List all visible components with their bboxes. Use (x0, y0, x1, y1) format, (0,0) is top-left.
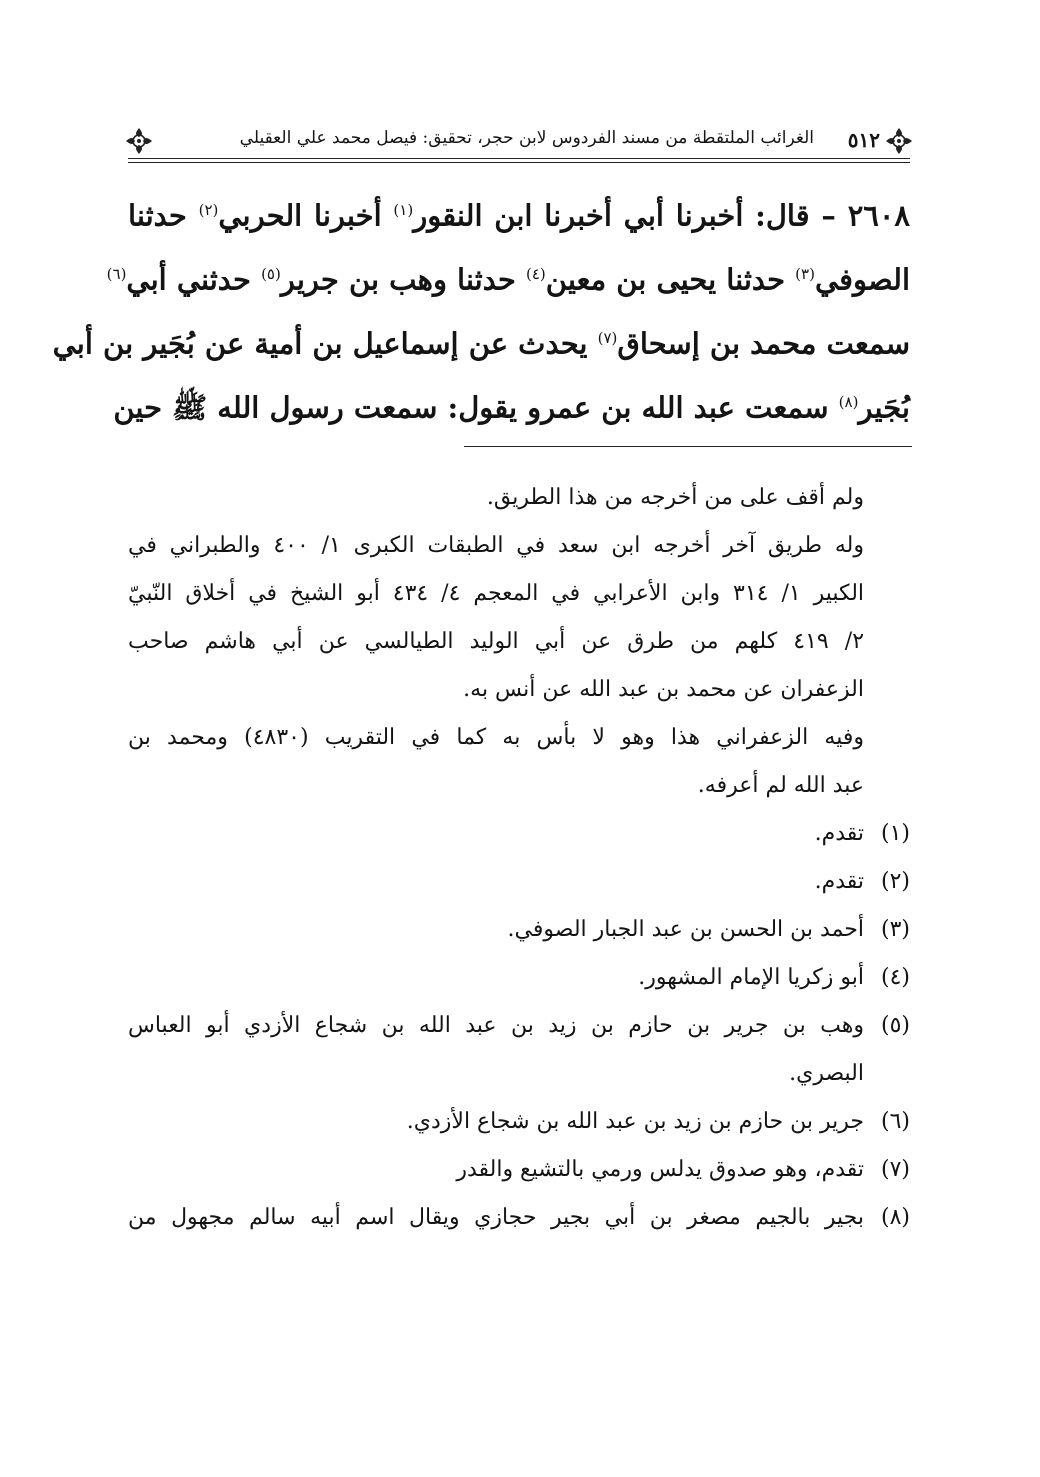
note-line: وله طريق آخر أخرجه ابن سعد في الطبقات الكبرى ١/ ٤٠٠ والطبراني في (128, 533, 864, 558)
main-line-4 (113, 370, 910, 434)
footnote-number: (٦) (880, 1109, 910, 1134)
footnote-ref: (١) (393, 201, 414, 219)
note-line: ٢/ ٤١٩ كلهم من طرق عن أبي الوليد الطيالسي عن أبي هاشم صاحب (128, 629, 865, 654)
ornament-right-icon (884, 126, 914, 156)
text-run: حدثنا (128, 198, 199, 233)
text-run: سمعت محمد بن إسحاق (617, 326, 910, 361)
note-line: الزعفران عن محمد بن عبد الله عن أنس به. (463, 677, 864, 702)
footnote-text: تقدم. (814, 821, 864, 846)
footnote-number: (٢) (880, 869, 910, 894)
text-run: الصوفي (814, 262, 910, 297)
footnote-text: بجير بالجيم مصغر بن أبي بجير حجازي ويقال اسم أبيه سالم مجهول من (128, 1205, 864, 1230)
footnote-3 (128, 906, 910, 954)
footnote-text: وهب بن جرير بن حازم بن زيد بن عبد الله بن شجاع الأزدي أبو العباس (128, 1013, 864, 1038)
note-line: الكبير ١/ ٣١٤ وابن الأعرابي في المعجم ٤/ ٤٣٤ أبو الشيخ في أخلاق النّبيّ (128, 581, 865, 606)
note-line: ولم أقف على من أخرجه من هذا الطريق. (486, 485, 864, 510)
text-run: يحدث عن إسماعيل بن أمية عن بُجَير بن أبي (52, 326, 598, 361)
footnote-2 (128, 858, 910, 906)
footnote-1 (128, 810, 910, 858)
footnote-5 (128, 1002, 910, 1050)
text-run: بُجَير (858, 390, 910, 425)
footnote-8 (128, 1194, 910, 1242)
footnote-continuation: البصري. (789, 1061, 864, 1086)
page-number: ٥١٢ (847, 128, 880, 152)
footnote-ref: (٨) (838, 393, 859, 411)
footnote-ref: (٧) (597, 329, 618, 347)
footnote-number: (٧) (880, 1157, 910, 1182)
footnote-number: (٣) (880, 917, 910, 942)
footnote-ref: (٤) (525, 265, 546, 283)
running-header (128, 118, 910, 164)
footnote-number: (١) (880, 821, 910, 846)
footnote-7 (128, 1146, 910, 1194)
header-rule (128, 158, 910, 163)
header-title: الغرائب الملتقطة من مسند الفردوس لابن حجر، تحقيق: فيصل محمد علي العقيلي (239, 128, 814, 148)
footnote-number: (٨) (880, 1205, 910, 1230)
footnote-ref: (٢) (198, 201, 219, 219)
main-line-3 (52, 306, 910, 370)
note-line: عبد الله لم أعرفه. (697, 773, 864, 798)
footnote-number: (٥) (880, 1013, 910, 1038)
main-line-1 (128, 178, 910, 242)
text-run: ٢٦٠٨ – قال: أخبرنا أبي أخبرنا ابن النقور (413, 198, 910, 233)
footnote-ref: (٥) (261, 265, 281, 283)
text-run: حدثني أبي (126, 262, 262, 297)
main-line-2 (106, 242, 910, 306)
notes-section (128, 474, 910, 1242)
note-line: وفيه الزعفراني هذا وهو لا بأس به كما في التقريب (٤٨٣٠) ومحمد بن (128, 725, 864, 750)
footnote-text: أبو زكريا الإمام المشهور. (638, 965, 864, 990)
footnote-ref: (٦) (106, 265, 127, 283)
footnote-divider (464, 446, 912, 447)
footnote-4 (128, 954, 910, 1002)
main-text (52, 178, 910, 434)
text-run: سمعت عبد الله بن عمرو يقول: سمعت رسول الله ﷺ حين (113, 390, 839, 425)
ornament-left-icon (124, 126, 154, 156)
text-run: حدثنا وهب بن جرير (280, 262, 526, 297)
footnote-text: تقدم. (814, 869, 864, 894)
footnote-ref: (٣) (795, 265, 815, 283)
footnote-6 (128, 1098, 910, 1146)
footnote-number: (٤) (880, 965, 910, 990)
footnote-text: أحمد بن الحسن بن عبد الجبار الصوفي. (507, 917, 864, 942)
text-run: حدثنا يحيى بن معين (545, 262, 796, 297)
footnote-text: تقدم، وهو صدوق يدلس ورمي بالتشيع والقدر (456, 1157, 864, 1182)
footnote-text: جرير بن حازم بن زيد بن عبد الله بن شجاع الأزدي. (406, 1109, 864, 1134)
text-run: أخبرنا الحربي (218, 198, 394, 233)
